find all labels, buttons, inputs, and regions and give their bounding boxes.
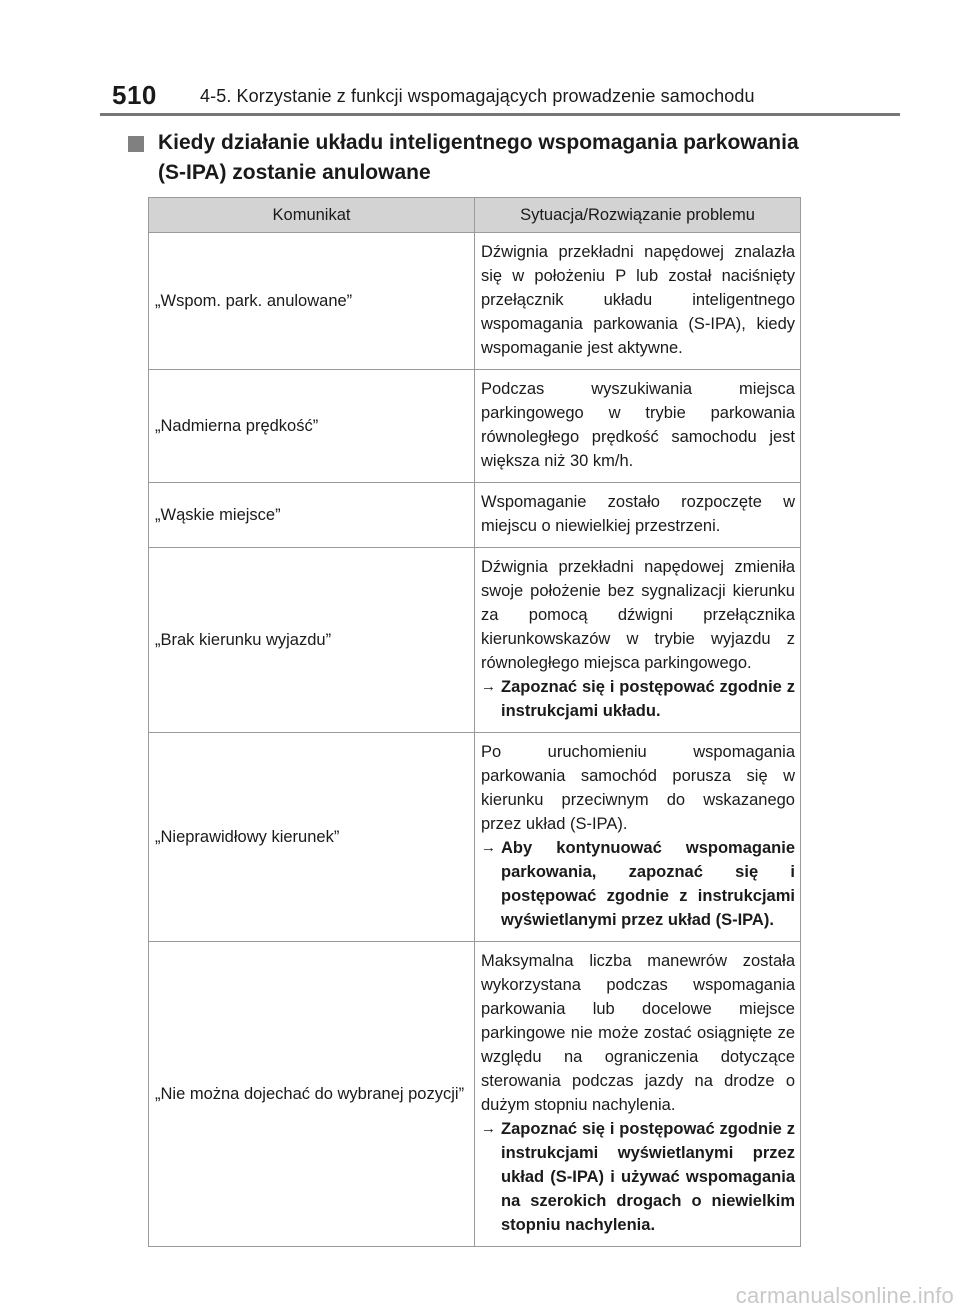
messages-table <box>148 197 801 1247</box>
table-row <box>149 483 801 548</box>
description-cell <box>475 942 801 1247</box>
message-cell: „Brak kierunku wyjazdu” <box>149 548 475 733</box>
description-cell <box>475 548 801 733</box>
column-header-solution: Sytuacja/Rozwiązanie problemu <box>475 198 801 233</box>
description-text: Po uruchomieniu wspomagania parkowania samochód porusza się w kierunku przeciwnym do wskazanego przez układ (S-IPA). <box>481 743 795 833</box>
message-cell: „Nieprawidłowy kierunek” <box>149 733 475 942</box>
section-heading <box>128 128 818 188</box>
column-header-message: Komunikat <box>149 198 475 233</box>
description-cell <box>475 233 801 370</box>
action-text: Zapoznać się i postępować zgodnie z instrukcjami układu. <box>501 678 795 720</box>
table-row <box>149 233 801 370</box>
table-row <box>149 942 801 1247</box>
description-text: Maksymalna liczba manewrów została wykorzystana podczas wspomagania parkowania lub docelowe miejsce parkingowe nie może zostać osiągnięte ze względu na ograniczenia dotyczące sterowania podczas jazdy na drodze o dużym stopniu nachylenia. <box>481 952 795 1114</box>
action-instruction <box>481 836 795 932</box>
action-text: Zapoznać się i postępować zgodnie z instrukcjami wyświetlanymi przez układ (S-IPA) i używać wspomagania na szerokich drogach o niewielkim stopniu nachylenia. <box>501 1120 795 1234</box>
section-title: Kiedy działanie układu inteligentnego wspomagania parkowania (S-IPA) zostanie anulowane <box>158 131 799 184</box>
action-instruction <box>481 675 795 723</box>
table-row <box>149 370 801 483</box>
action-instruction <box>481 1117 795 1237</box>
message-cell: „Nie można dojechać do wybranej pozycji” <box>149 942 475 1247</box>
description-cell <box>475 370 801 483</box>
arrow-right-icon: → <box>481 1120 496 1137</box>
action-text: Aby kontynuować wspomaganie parkowania, zapoznać się i postępować zgodnie z instrukcjami wyświetlanymi przez układ (S-IPA). <box>501 839 795 929</box>
arrow-right-icon: → <box>481 678 496 695</box>
watermark-text: carmanualsonline.info <box>735 1283 954 1308</box>
description-cell <box>475 483 801 548</box>
chapter-title: 4-5. Korzystanie z funkcji wspomagających prowadzenie samochodu <box>200 86 755 106</box>
message-cell: „Wąskie miejsce” <box>149 483 475 548</box>
description-cell <box>475 733 801 942</box>
table-row <box>149 548 801 733</box>
description-text: Podczas wyszukiwania miejsca parkingowego w trybie parkowania równoległego prędkość samochodu jest większa niż 30 km/h. <box>481 380 795 470</box>
header-divider <box>100 113 900 116</box>
table-header-row <box>149 198 801 233</box>
description-text: Dźwignia przekładni napędowej znalazła się w położeniu P lub został naciśnięty przełącznik układu inteligentnego wspomagania parkowania (S-IPA), kiedy wspomaganie jest aktywne. <box>481 243 795 357</box>
page-number: 510 <box>112 80 157 110</box>
message-cell: „Wspom. park. anulowane” <box>149 233 475 370</box>
description-text: Wspomaganie zostało rozpoczęte w miejscu o niewielkiej przestrzeni. <box>481 493 795 535</box>
message-cell: „Nadmierna prędkość” <box>149 370 475 483</box>
table-row <box>149 733 801 942</box>
arrow-right-icon: → <box>481 839 496 856</box>
square-bullet-icon <box>128 136 144 152</box>
page-header <box>0 0 960 120</box>
description-text: Dźwignia przekładni napędowej zmieniła swoje położenie bez sygnalizacji kierunku za pomocą dźwigni przełącznika kierunkowskazów w trybie wyjazdu z równoległego miejsca parkingowego. <box>481 558 795 672</box>
